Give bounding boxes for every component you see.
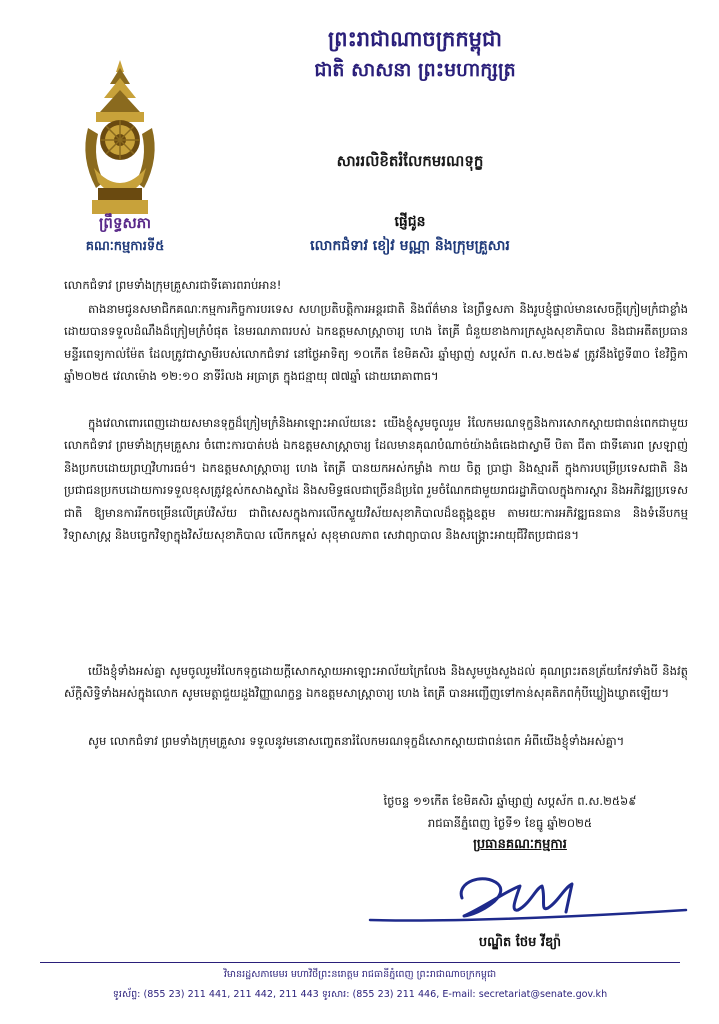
kingdom-motto: ជាតិ សាសនា ព្រះមហាក្សត្រ: [314, 59, 516, 81]
letter-title: សាររលិខិតរំលែកមរណទុក្ខ: [336, 152, 484, 170]
paragraph-2: ក្នុងវេលាពោរពេញដោយសមានទុក្ខដ៏ក្រៀមក្រំនិងអាឡោះអាល័យនេះ យើងខ្ញុំសូមចូលរួម រំលែកមរណទុក្ខនិងការសោកស្តាយជាពន់ពេកជាមួយ លោកជំទាវ ព្រមទាំងក្រុមគ្រួសារ ចំពោះការបាត់បង់ ឯកឧត្តមសាស្ត្រាចារ្យ ដែលមានគុណបំណាច់យ៉ាងធំធេងជាស្វាមី បិតា ជីតា ជាទីគោរព ស្រឡាញ់ និងប្រកបដោយព្រហ្មវិហារធម៌។ ឯកឧត្តមសាស្ត្រាចារ្យ ហេង តៃគ្រី បានយកអស់កម្លាំង កាយ ចិត្ត ប្រាជ្ញា និងស្មារតី ក្នុងការបម្រើប្រទេសជាតិ និងប្រជាជនប្រកបដោយការទទួលខុសត្រូវខ្ពស់កសាងស្នាដៃ និងសមិទ្ធផលជាច្រើនដ៏ប្រពៃ រួមចំណែកជាមួយរាជរដ្ឋាភិបាលក្នុងការស្តារ និងអភិវឌ្ឍប្រទេសជាតិ ឱ្យមានការរីកចម្រើនលើគ្រប់វិស័យ ជាពិសេសក្នុងការលើកស្ទួយវិស័យសុខាភិបាលដ៏ឧត្តុង្គឧត្តម តាមរយៈការអភិវឌ្ឍធនធាន និងទំនើបកម្មវិទ្យាសាស្ត្រ និងបច្ចេកវិទ្យាក្នុងវិស័យសុខាភិបាល លើកកម្ពស់ សុខុមាលភាព សេវាព្យាបាល និងសង្គ្រោះអាយុជីវិតប្រជាជន។: [64, 416, 688, 543]
paragraph-4: សូម លោកជំទាវ ព្រមទាំងក្រុមគ្រួសារ ទទួលនូវមនោសញ្ចេតនារំលែកមរណទុក្ខដ៏សោកស្តាយជាពន់ពេក អំពីយើងខ្ញុំទាំងអស់គ្នា។: [88, 734, 625, 748]
signer-title: ប្រធានគណៈកម្មការ: [473, 837, 567, 852]
salutation: លោកជំទាវ ព្រមទាំងក្រុមគ្រួសារជាទីគោរពរាប់អាន!: [64, 278, 282, 292]
senate-emblem-icon: [78, 58, 162, 218]
paragraph-1: តាងនាមជូនសមាជិកគណៈកម្មការកិច្ចការបរទេស សហប្រតិបត្តិការអន្តរជាតិ និងព័ត៌មាន នៃព្រឹទ្ធសភា និងរូបខ្ញុំផ្ទាល់មានសេចក្តីក្រៀមក្រំជាខ្លាំងដោយបានទទួលដំណឹងដ៏ក្រៀមក្រំបំផុត នៃមរណភាពរបស់ ឯកឧត្តមសាស្ត្រាចារ្យ ហេង តៃគ្រី ជំនួយខាងការក្រសួងសុខាភិបាល និងជាអតីតប្រធានមន្ទីរពេទ្យកាល់ម៉ែត ដែលត្រូវជាស្វាមីរបស់លោកជំទាវ នៅថ្ងៃអាទិត្យ ១០កើត ខែមិគសិរ ឆ្នាំម្សាញ់ សប្តស័ក ព.ស.២៥៦៩ ត្រូវនឹងថ្ងៃទី៣០ ខែវិច្ឆិកា ឆ្នាំ២០២៥ វេលាម៉ោង ១២:១០ នាទីរំលង អធ្រាត្រ ក្នុងជន្មាយុ ៧៧ឆ្នាំ ដោយរោគាពាធ។: [64, 302, 688, 384]
addressee: លោកជំទាវ ខៀវ មណ្ណា និងក្រុមគ្រួសារ: [310, 238, 510, 254]
commission-name: គណៈកម្មការទី៥: [85, 239, 165, 254]
send-to-label: ផ្ញើជូន: [394, 214, 426, 230]
signer-name: បណ្ឌិត ថែម វីឌ្យ៉ា: [478, 935, 562, 950]
footer-divider: [40, 962, 680, 963]
date-lunar: ថ្ងៃចន្ទ ១១កើត ខែមិគសិរ ឆ្នាំម្សាញ់ សប្តស័ក ព.ស.២៥៦៩: [383, 794, 637, 808]
signature-icon: [360, 858, 690, 938]
senate-name: ព្រឹទ្ធសភា: [98, 214, 152, 232]
kingdom-title: ព្រះរាជាណាចក្រកម្ពុជា: [327, 26, 502, 51]
paragraph-3: យើងខ្ញុំទាំងអស់គ្នា សូមចូលរួមរំលែកទុក្ខដោយក្តីសោកស្តាយអាឡោះអាល័យក្រៃលែង និងសូមបួងសួងដល់ គុណព្រះរតនត្រ័យកែវទាំងបី និងវត្ថុស័ក្តិសិទ្ធិទាំងអស់ក្នុងលោក សូមមេត្តាជួយដួងវិញ្ញាណក្ខន្ធ ឯកឧត្តមសាស្ត្រាចារ្យ ហេង តៃគ្រី បានអញ្ជើញទៅកាន់សុគតិភពកុំបីឃ្លៀងឃ្លាតឡើយ។: [64, 664, 688, 701]
date-solar: រាជធានីភ្នំពេញ ថ្ងៃទី១ ខែធ្នូ ឆ្នាំ២០២៥: [427, 816, 593, 830]
footer-address: វិមានរដ្ឋសភាមេមរ មហាវិថីព្រះនរោត្តម រាជធានីភ្នំពេញ ព្រះរាជាណាចក្រកម្ពុជា: [223, 969, 497, 980]
footer-contact: ទូរស័ព្ទ: (855 23) 211 441, 211 442, 211 443 ទូរសារ: (855 23) 211 446, E-mail: secretariat@senate.gov.kh: [112, 989, 608, 1000]
